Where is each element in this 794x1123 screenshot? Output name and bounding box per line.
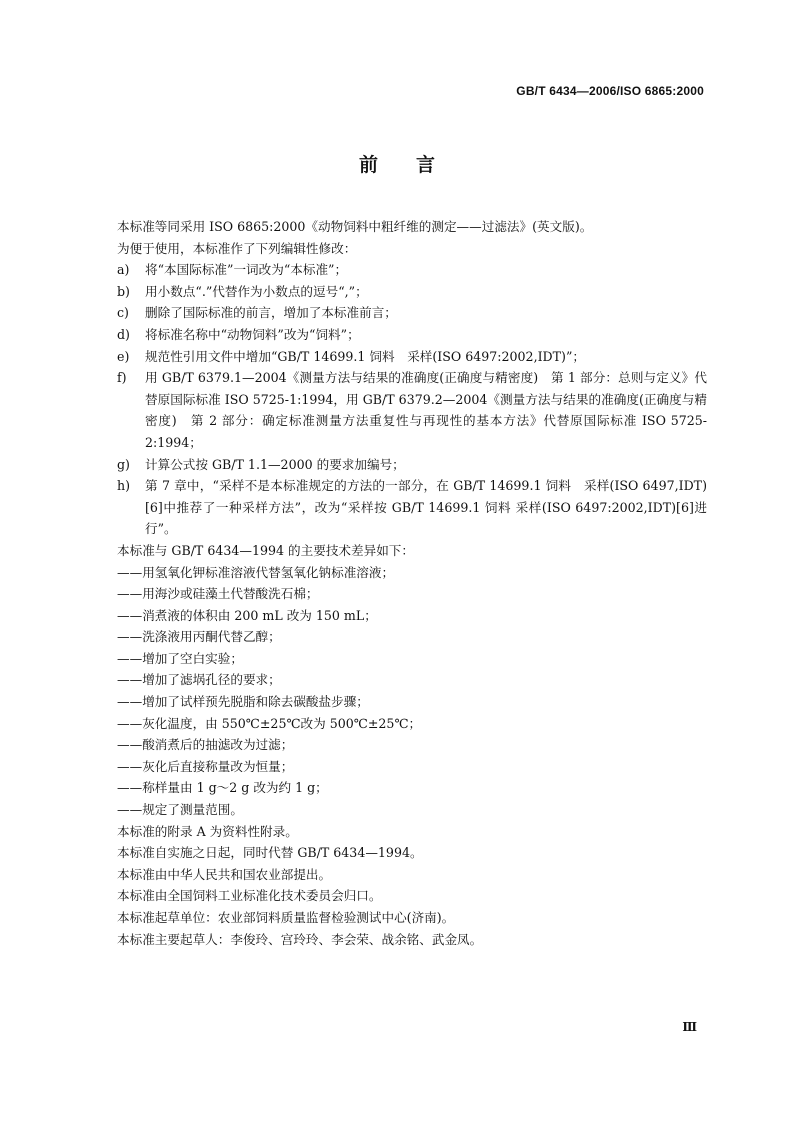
edit-item-label: f) [117,370,127,386]
edit-item-text: 用 GB/T 6379.1—2004《测量方法与结果的准确度(正确度与精密度) 第 1 部分：总则与定义》代替原国际标准 ISO 5725-1:1994，用 GB/T 6379.2—2004《测量方法与结果的准确度(正确度与精密度) 第 2 部分：确定标准测量方法重复性与再现性的基本方法》代替原国际标准 ISO 5725-2:1994； [145,370,707,450]
edit-item-text: 将标准名称中“动物饲料”改为“饲料”； [145,326,360,342]
edit-item-label: h) [117,478,131,494]
edit-item-text: 用小数点“.”代替作为小数点的逗号“,”； [145,283,368,299]
edit-item-label: g) [117,456,130,472]
difference-item: ——灰化温度，由 550℃±25℃改为 500℃±25℃； [117,715,422,731]
edit-item-c [117,302,707,324]
paragraph-edits-intro: 为便于使用，本标准作了下列编辑性修改： [117,240,357,256]
difference-item: ——用海沙或硅藻土代替酸洗石棉； [117,586,319,602]
edit-item-label: c) [117,305,129,321]
difference-item: ——增加了滤埚孔径的要求； [117,672,281,688]
closing-replacement-note: 本标准自实施之日起，同时代替 GB/T 6434—1994。 [117,845,423,861]
edit-item-a [117,259,707,281]
page-number: Ⅲ [682,1020,697,1034]
edit-item-label: e) [117,348,130,364]
edit-item-d [117,324,707,346]
difference-item: ——称样量由 1 g～2 g 改为约 1 g； [117,780,328,796]
edit-item-text: 第 7 章中，“采样不是本标准规定的方法的一部分，在 GB/T 14699.1 饲料 采样(ISO 6497,IDT)[6]中推荐了一种采样方法”，改为“采样按 GB/T 14699.1 饲料 采样(ISO 6497:2002,IDT)[6]进行”。 [145,478,707,537]
closing-proposer: 本标准由中华人民共和国农业部提出。 [117,866,332,882]
edit-item-label: b) [117,283,130,299]
difference-item: ——用氢氧化钾标准溶液代替氢氧化钠标准溶液； [117,564,395,580]
difference-item: ——洗涤液用丙酮代替乙醇； [117,629,281,645]
differences-intro: 本标准与 GB/T 6434—1994 的主要技术差异如下： [117,542,414,558]
edit-item-text: 规范性引用文件中增加“GB/T 14699.1 饲料 采样(ISO 6497:2002,IDT)”； [145,348,585,364]
edit-item-e [117,346,707,368]
closing-annex-note: 本标准的附录 A 为资料性附录。 [117,823,298,839]
edit-item-label: a) [117,262,130,278]
difference-item: ——消煮液的体积由 200 mL 改为 150 mL； [117,607,377,623]
closing-drafting-unit: 本标准起草单位：农业部饲料质量监督检验测试中心(济南)。 [117,910,455,925]
difference-item: ——灰化后直接称量改为恒量； [117,758,294,774]
edit-item-text: 删除了国际标准的前言，增加了本标准前言； [145,305,397,321]
edit-item-h [117,475,707,540]
edit-item-label: d) [117,326,130,342]
standard-number: GB/T 6434—2006/ISO 6865:2000 [516,84,704,98]
difference-item: ——增加了试样预先脱脂和除去碳酸盐步骤； [117,694,369,710]
edit-item-f [117,367,707,453]
difference-item: ——酸消煮后的抽滤改为过滤； [117,737,294,753]
edit-item-text: 计算公式按 GB/T 1.1—2000 的要求加编号； [145,456,405,472]
foreword-body [117,216,707,950]
difference-item: ——增加了空白实验； [117,650,243,666]
paragraph-adoption: 本标准等同采用 ISO 6865:2000《动物饲料中粗纤维的测定——过滤法》(英文版)。 [117,219,593,234]
difference-item: ——规定了测量范围。 [117,802,243,818]
page-title: 前言 [358,154,473,176]
edit-item-g [117,454,707,476]
edit-item-text: 将“本国际标准”一词改为“本标准”； [145,262,348,278]
closing-drafters: 本标准主要起草人：李俊玲、宫玲玲、李会荣、战余铭、武金凤。 [117,931,483,947]
closing-committee: 本标准由全国饲料工业标准化技术委员会归口。 [117,888,382,904]
edit-item-b [117,281,707,303]
